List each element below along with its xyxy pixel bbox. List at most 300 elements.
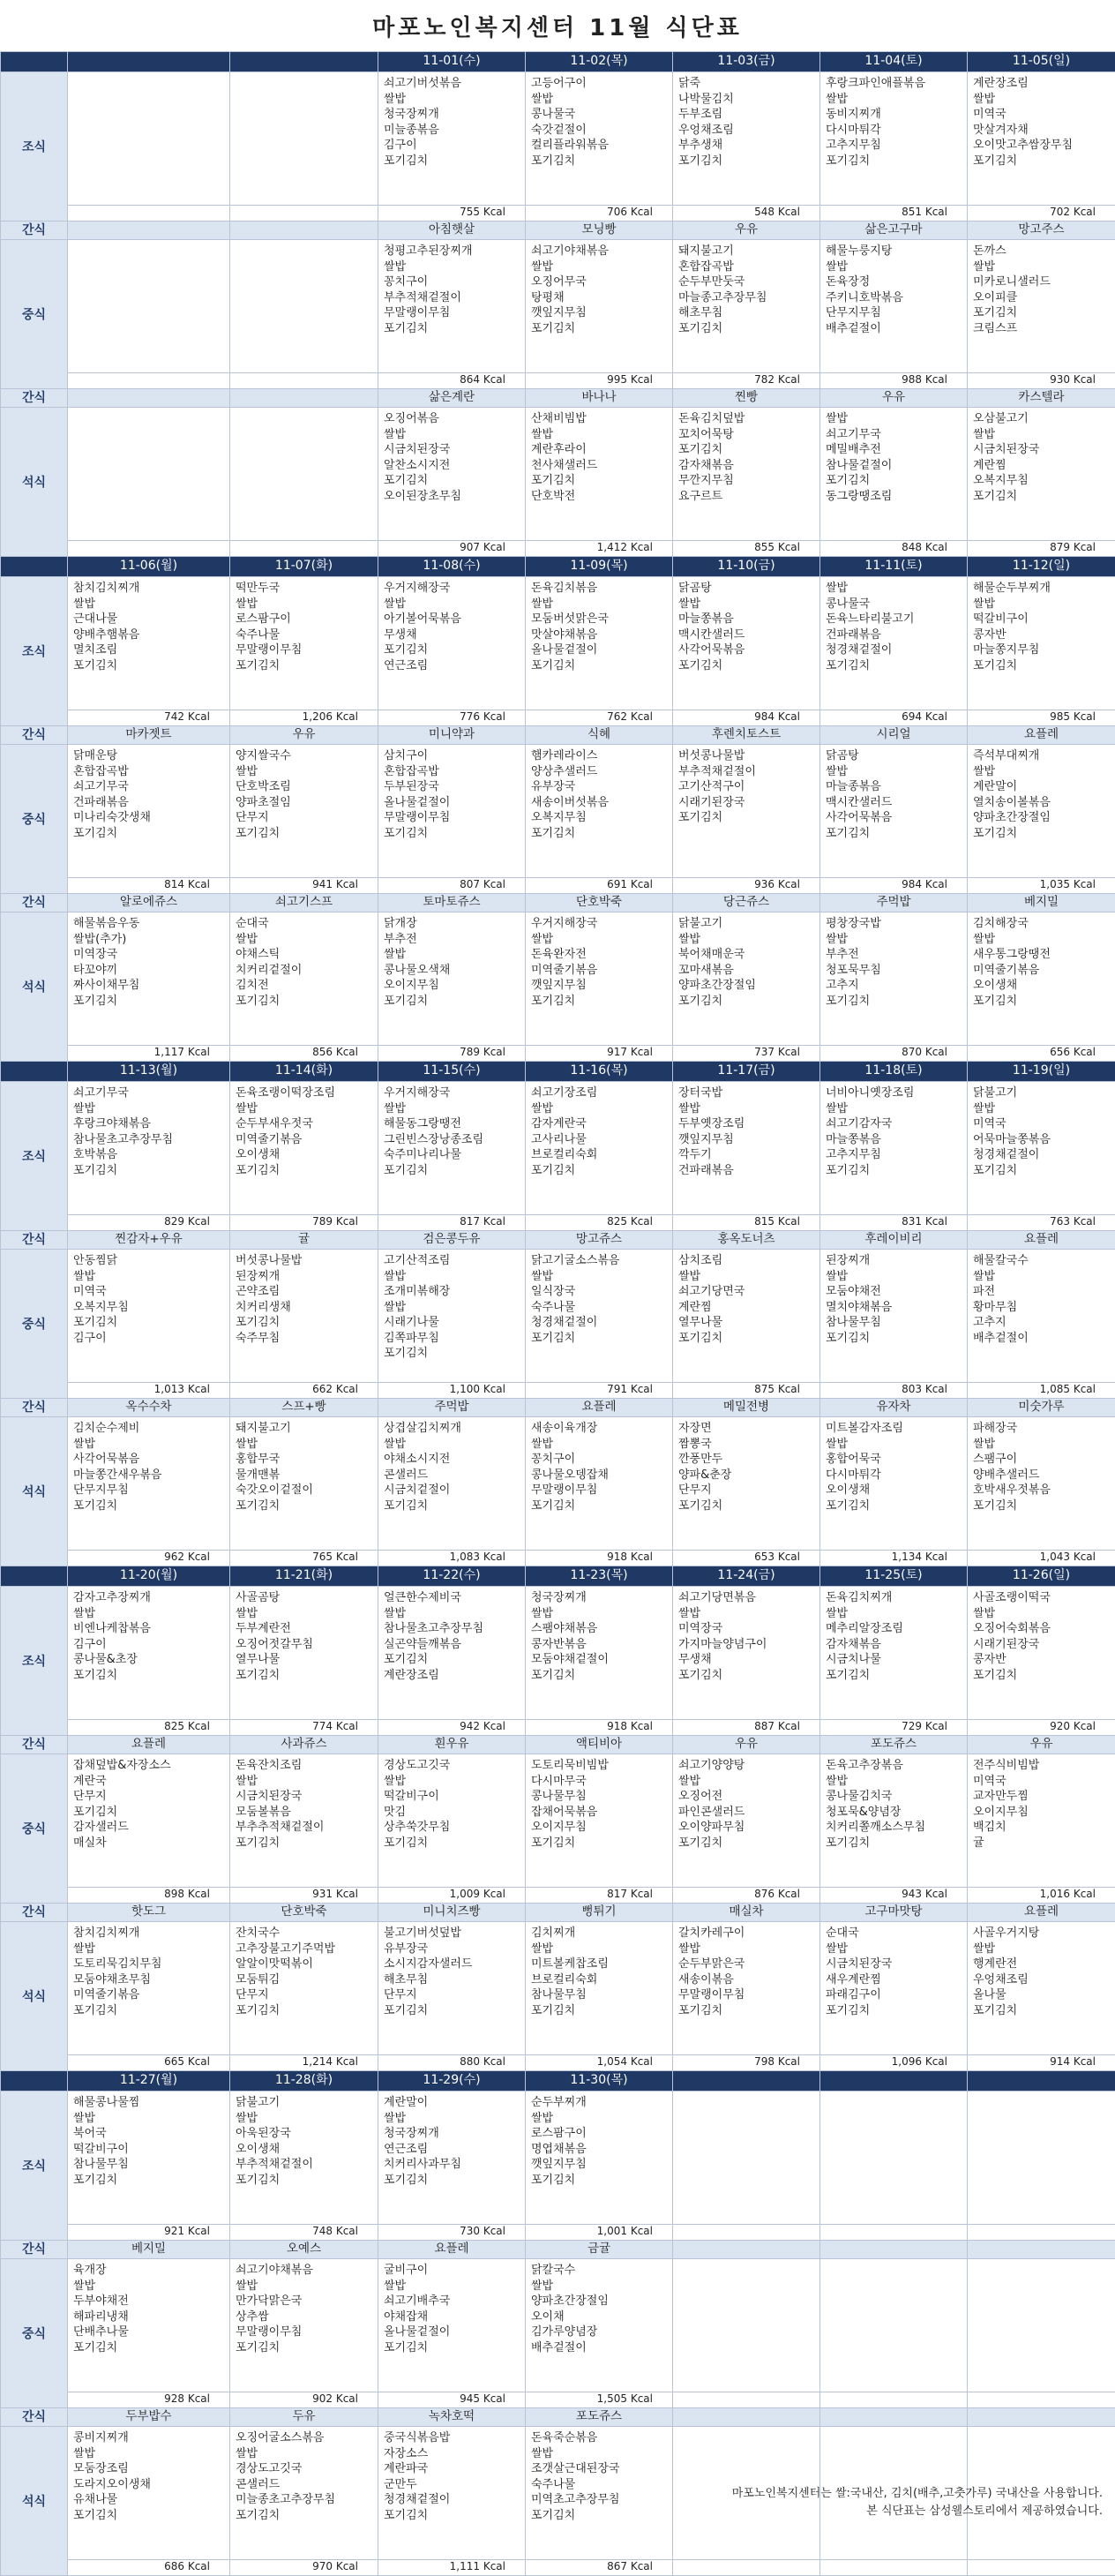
snack-item: 카스텔라 <box>968 389 1115 408</box>
kcal-value: 1,043 Kcal <box>968 1551 1115 1566</box>
breakfast-menu-cell: 쇠고기버섯볶음 쌀밥 청국장찌개 미늘종볶음 김구이 포기김치 <box>378 72 526 206</box>
snack-item: 핫도그 <box>68 1904 230 1922</box>
dinner-kcal-row <box>1 1551 1115 1566</box>
kcal-value: 930 Kcal <box>968 373 1115 389</box>
kcal-value: 829 Kcal <box>68 1215 230 1231</box>
kcal-value <box>673 2225 820 2241</box>
dinner-row <box>1 912 1115 1046</box>
lunch-row <box>1 745 1115 878</box>
dinner-menu-cell: 오삼불고기 쌀밥 시금치된장국 계란찜 오복지무침 포기김치 <box>968 408 1115 541</box>
dinner-label: 석식 <box>1 912 68 1062</box>
kcal-value: 1,117 Kcal <box>68 1046 230 1062</box>
date-header: 11-25(토) <box>820 1566 968 1587</box>
breakfast-menu-cell: 떡만두국 쌀밥 로스팜구이 숙주나물 무말랭이무침 포기김치 <box>230 577 378 710</box>
snack-item: 요플레 <box>526 1399 673 1417</box>
date-header: 11-05(일) <box>968 52 1115 72</box>
lunch-menu-cell: 버섯콩나물밥 된장찌개 곤약조림 치커리생채 포기김치 숙주무침 <box>230 1250 378 1383</box>
snack-item: 메밀전병 <box>673 1399 820 1417</box>
snack-item: 삶은고구마 <box>820 222 968 240</box>
kcal-value <box>68 373 230 389</box>
kcal-value: 798 Kcal <box>673 2055 820 2071</box>
date-header: 11-06(월) <box>68 557 230 577</box>
breakfast-label: 조식 <box>1 2092 68 2241</box>
snack-item: 요플레 <box>68 1736 230 1754</box>
lunch-menu-cell: 즉석부대찌개 쌀밥 계란말이 열치송이볼볶음 양파초간장절임 포기김치 <box>968 745 1115 878</box>
breakfast-menu-cell: 고등어구이 쌀밥 콩나물국 숙갓겉절이 컬리플라워볶음 포기김치 <box>526 72 673 206</box>
lunch-kcal-row <box>1 1888 1115 1904</box>
date-header: 11-24(금) <box>673 1566 820 1587</box>
dinner-menu-cell: 닭불고기 쌀밥 북어채매운국 꼬마새볶음 양파초간장절임 포기김치 <box>673 912 820 1046</box>
kcal-value: 691 Kcal <box>526 878 673 894</box>
kcal-value: 1,054 Kcal <box>526 2055 673 2071</box>
week-date-row <box>1 1566 1115 1587</box>
lunch-menu-cell <box>820 2259 968 2392</box>
week-date-row <box>1 1062 1115 1082</box>
date-header: 11-30(목) <box>526 2071 673 2092</box>
lunch-menu-cell <box>968 2259 1115 2392</box>
dinner-label: 석식 <box>1 1922 68 2071</box>
kcal-value: 898 Kcal <box>68 1888 230 1904</box>
kcal-value: 762 Kcal <box>526 710 673 726</box>
lunch-menu-cell <box>673 2259 820 2392</box>
lunch-menu-cell: 돈육잔치조림 쌀밥 시금치된장국 모둠볼볶음 부추추적채겉절이 포기김치 <box>230 1754 378 1888</box>
breakfast-menu-cell: 쇠고기당면볶음 쌀밥 미역장국 가지마늘양념구이 무생채 포기김치 <box>673 1587 820 1720</box>
kcal-value: 876 Kcal <box>673 1888 820 1904</box>
date-header <box>968 2071 1115 2092</box>
snack-label: 간식 <box>1 2408 68 2427</box>
breakfast-menu-cell: 닭불고기 쌀밥 미역국 어묵마늘쫑볶음 청경채겉절이 포기김치 <box>968 1082 1115 1215</box>
lunch-menu-cell: 삼치구이 혼합잡곡밥 두부된장국 올나물겉절이 무말랭이무침 포기김치 <box>378 745 526 878</box>
breakfast-menu-cell <box>230 72 378 206</box>
breakfast-menu-cell: 계란말이 쌀밥 청국장찌개 연근조림 치커리사과무침 포기김치 <box>378 2092 526 2225</box>
kcal-value: 1,206 Kcal <box>230 710 378 726</box>
lunch-menu-cell: 해물누룽지탕 쌀밥 돈육장정 주키니호박볶음 단무지무침 배추겉절이 <box>820 240 968 373</box>
snack-item: 삶은계란 <box>378 389 526 408</box>
dinner-menu-cell: 새송이육개장 쌀밥 꽁치구이 콩나물오뎅잡채 무말랭이무침 포기김치 <box>526 1417 673 1551</box>
breakfast-menu-cell: 닭불고기 쌀밥 아욱된장국 오이생채 부추적채겉절이 포기김치 <box>230 2092 378 2225</box>
snack-item: 식혜 <box>526 726 673 745</box>
breakfast-menu-cell <box>68 72 230 206</box>
snack-label: 간식 <box>1 894 68 912</box>
snack-item: 베지밀 <box>968 894 1115 912</box>
snack-item <box>230 222 378 240</box>
lunch-menu-cell: 육개장 쌀밥 두부야채전 해파리냉채 단배추나물 포기김치 <box>68 2259 230 2392</box>
dinner-menu-cell <box>68 408 230 541</box>
snack-item: 망고주스 <box>968 222 1115 240</box>
breakfast-kcal-row <box>1 1720 1115 1736</box>
lunch-menu-cell <box>230 240 378 373</box>
kcal-value: 942 Kcal <box>378 1720 526 1736</box>
kcal-value: 928 Kcal <box>68 2392 230 2408</box>
dinner-menu-cell: 우거지해장국 쌀밥 돈육완자전 미역줄기볶음 깻잎지무침 포기김치 <box>526 912 673 1046</box>
lunch-label: 중식 <box>1 240 68 389</box>
week-date-row <box>1 52 1115 72</box>
lunch-kcal-row <box>1 878 1115 894</box>
lunch-kcal-row <box>1 1383 1115 1399</box>
snack-item: 우유 <box>820 389 968 408</box>
snack-item: 단호박죽 <box>526 894 673 912</box>
snack-item: 후렌치토스트 <box>673 726 820 745</box>
breakfast-menu-cell: 해물순두부찌개 쌀밥 떡갈비구이 콩자반 마늘쫑지무침 포기김치 <box>968 577 1115 710</box>
kcal-value: 814 Kcal <box>68 878 230 894</box>
snack-item <box>230 389 378 408</box>
lunch-menu-cell: 닭칼국수 쌀밥 양파초간장절임 오이채 김가루양념장 배추겉절이 <box>526 2259 673 2392</box>
kcal-value: 1,013 Kcal <box>68 1383 230 1399</box>
breakfast-menu-cell <box>968 2092 1115 2225</box>
breakfast-menu-cell: 감자고추장찌개 쌀밥 비엔나케찹볶음 김구이 콩나물&초장 포기김치 <box>68 1587 230 1720</box>
kcal-value <box>820 2225 968 2241</box>
kcal-value: 763 Kcal <box>968 1215 1115 1231</box>
dinner-menu-cell: 파해장국 쌀밥 스팸구이 양배추샐러드 호박새우젓볶음 포기김치 <box>968 1417 1115 1551</box>
snack-label: 간식 <box>1 389 68 408</box>
snack-item: 우유 <box>968 1736 1115 1754</box>
date-header: 11-28(화) <box>230 2071 378 2092</box>
snack-row <box>1 726 1115 745</box>
dinner-menu-cell: 잔치국수 고추장불고기주먹밥 알알이맛떡볶이 모둠튀김 단무지 포기김치 <box>230 1922 378 2055</box>
breakfast-label: 조식 <box>1 577 68 726</box>
kcal-value <box>968 2225 1115 2241</box>
kcal-value: 803 Kcal <box>820 1383 968 1399</box>
dinner-menu-cell: 불고기버섯덮밥 유부장국 소시지감자샐러드 해초무침 단무지 포기김치 <box>378 1922 526 2055</box>
snack-item: 홍옥도너츠 <box>673 1231 820 1250</box>
kcal-value: 936 Kcal <box>673 878 820 894</box>
kcal-value: 920 Kcal <box>968 1720 1115 1736</box>
snack-item: 금귤 <box>526 2241 673 2259</box>
breakfast-menu-cell: 닭곰탕 쌀밥 마늘쫑볶음 맥시칸샐러드 사각어묵볶음 포기김치 <box>673 577 820 710</box>
breakfast-kcal-row <box>1 1215 1115 1231</box>
snack-item: 주먹밥 <box>378 1399 526 1417</box>
dinner-kcal-row <box>1 1046 1115 1062</box>
snack-item: 매실차 <box>673 1904 820 1922</box>
kcal-value <box>230 206 378 222</box>
snack-row <box>1 1399 1115 1417</box>
snack-row <box>1 2241 1115 2259</box>
lunch-row <box>1 1754 1115 1888</box>
snack-item: 두유 <box>230 2408 378 2427</box>
kcal-value: 742 Kcal <box>68 710 230 726</box>
snack-label: 간식 <box>1 2241 68 2259</box>
breakfast-label: 조식 <box>1 1082 68 1231</box>
snack-item <box>968 2408 1115 2427</box>
kcal-value: 825 Kcal <box>68 1720 230 1736</box>
dinner-kcal-row <box>1 541 1115 557</box>
dinner-label: 석식 <box>1 1417 68 1566</box>
kcal-value: 1,100 Kcal <box>378 1383 526 1399</box>
snack-item <box>820 2241 968 2259</box>
breakfast-menu-cell: 사골조랭이떡국 쌀밥 오징어숙회볶음 시래기된장국 콩자반 포기김치 <box>968 1587 1115 1720</box>
dinner-menu-cell: 돼지불고기 쌀밥 홍합무국 물개맨볶 숙갓오이겉절이 포기김치 <box>230 1417 378 1551</box>
lunch-menu-cell: 된장찌개 쌀밥 모둠야채전 멸치야채볶음 참나물무침 포기김치 <box>820 1250 968 1383</box>
lunch-menu-cell: 양지쌀국수 쌀밥 단호박조림 양파초절임 단무지 포기김치 <box>230 745 378 878</box>
corner-cell <box>1 557 68 577</box>
kcal-value: 817 Kcal <box>378 1215 526 1231</box>
kcal-value: 962 Kcal <box>68 1551 230 1566</box>
kcal-value: 776 Kcal <box>378 710 526 726</box>
week-date-row <box>1 2071 1115 2092</box>
date-header: 11-01(수) <box>378 52 526 72</box>
snack-item <box>968 2241 1115 2259</box>
breakfast-menu-cell <box>820 2092 968 2225</box>
kcal-value: 855 Kcal <box>673 541 820 557</box>
kcal-value: 1,111 Kcal <box>378 2560 526 2576</box>
breakfast-menu-cell: 우거지해장국 쌀밥 아기볼어묵볶음 무생채 포기김치 연근조림 <box>378 577 526 710</box>
kcal-value: 879 Kcal <box>968 541 1115 557</box>
kcal-value: 984 Kcal <box>820 878 968 894</box>
lunch-menu-cell: 청평고추된장찌개 쌀밥 꽁치구이 부추적채겉절이 무말랭이무침 포기김치 <box>378 240 526 373</box>
date-header: 11-13(월) <box>68 1062 230 1082</box>
kcal-value <box>968 2392 1115 2408</box>
lunch-menu-cell: 고기산적조림 쌀밥 조개미볶해장 쌀밥 시래기나물 김쪽파무침 포기김치 <box>378 1250 526 1383</box>
breakfast-label: 조식 <box>1 72 68 222</box>
kcal-value: 875 Kcal <box>673 1383 820 1399</box>
dinner-menu-cell: 산채비빔밥 쌀밥 계란후라이 천사채샐러드 포기김치 단호박전 <box>526 408 673 541</box>
kcal-value: 729 Kcal <box>820 1720 968 1736</box>
corner-cell <box>1 1566 68 1587</box>
page-title: 마포노인복지센터 11월 식단표 <box>0 0 1115 51</box>
breakfast-kcal-row <box>1 206 1115 222</box>
kcal-value: 985 Kcal <box>968 710 1115 726</box>
kcal-value: 765 Kcal <box>230 1551 378 1566</box>
snack-item: 시리얼 <box>820 726 968 745</box>
breakfast-menu-cell: 장터국밥 쌀밥 두부옛장조림 깻잎지무침 깍두기 건파래볶음 <box>673 1082 820 1215</box>
kcal-value: 1,134 Kcal <box>820 1551 968 1566</box>
snack-item: 흰우유 <box>378 1736 526 1754</box>
lunch-menu-cell: 돼지불고기 혼합잡곡밥 순두부만둣국 마늘종고추장무침 해초무침 포기김치 <box>673 240 820 373</box>
kcal-value <box>820 2392 968 2408</box>
snack-row <box>1 2408 1115 2427</box>
kcal-value: 848 Kcal <box>820 541 968 557</box>
snack-item <box>68 389 230 408</box>
kcal-value: 831 Kcal <box>820 1215 968 1231</box>
lunch-label: 중식 <box>1 745 68 894</box>
dinner-kcal-row <box>1 2560 1115 2576</box>
snack-item: 요플레 <box>968 1904 1115 1922</box>
snack-item: 바나나 <box>526 389 673 408</box>
kcal-value: 817 Kcal <box>526 1888 673 1904</box>
dinner-menu-cell: 오징어볶음 쌀밥 시금치된장국 알찬소시지전 포기김치 오이된장초무침 <box>378 408 526 541</box>
corner-cell <box>1 1062 68 1082</box>
snack-item: 미니치즈빵 <box>378 1904 526 1922</box>
lunch-menu-cell: 전주식비빔밥 미역국 교자만두찜 오이지무침 백김치 귤 <box>968 1754 1115 1888</box>
lunch-menu-cell: 삼치조림 쌀밥 쇠고기당면국 계란찜 열무나물 포기김치 <box>673 1250 820 1383</box>
kcal-value: 653 Kcal <box>673 1551 820 1566</box>
date-header: 11-02(목) <box>526 52 673 72</box>
breakfast-menu-cell: 쇠고기장조림 쌀밥 감자계란국 고사리나물 브로컬리숙회 포기김치 <box>526 1082 673 1215</box>
snack-item: 사과쥬스 <box>230 1736 378 1754</box>
snack-item: 단호박죽 <box>230 1904 378 1922</box>
lunch-row <box>1 240 1115 373</box>
breakfast-menu-cell: 너비아니옛장조림 쌀밥 쇠고기감자국 마늘쫑볶음 고추지무침 포기김치 <box>820 1082 968 1215</box>
kcal-value: 815 Kcal <box>673 1215 820 1231</box>
snack-item: 스프+빵 <box>230 1399 378 1417</box>
lunch-menu-cell: 경상도고깃국 쌀밥 떡갈비구이 맛김 상추쑥갓무침 포기김치 <box>378 1754 526 1888</box>
kcal-value: 902 Kcal <box>230 2392 378 2408</box>
lunch-menu-cell: 닭매운탕 혼합잡곡밥 쇠고기무국 건파래볶음 미나리숙갓생채 포기김치 <box>68 745 230 878</box>
kcal-value <box>968 2560 1115 2576</box>
kcal-value: 782 Kcal <box>673 373 820 389</box>
kcal-value: 914 Kcal <box>968 2055 1115 2071</box>
breakfast-menu-cell: 쌀밥 콩나물국 돈육느타리불고기 건파래볶음 청경채겉절이 포기김치 <box>820 577 968 710</box>
snack-item: 당근쥬스 <box>673 894 820 912</box>
dinner-menu-cell: 참치김치찌개 쌀밥 도토리묵김치무침 모둠야채초무침 미역줄기볶음 포기김치 <box>68 1922 230 2055</box>
kcal-value: 917 Kcal <box>526 1046 673 1062</box>
lunch-menu-cell: 쇠고기야채볶음 쌀밥 오징어무국 탕평채 깻잎지무침 포기김치 <box>526 240 673 373</box>
dinner-menu-cell: 김치해장국 쌀밥 새우통그랑땡전 미역줄기볶음 오이생채 포기김치 <box>968 912 1115 1046</box>
snack-item: 검은콩두유 <box>378 1231 526 1250</box>
dinner-menu-cell: 상겹살김치찌개 쌀밥 야채소시지전 콘샐러드 시금치겉절이 포기김치 <box>378 1417 526 1551</box>
dinner-menu-cell <box>230 408 378 541</box>
breakfast-kcal-row <box>1 2225 1115 2241</box>
snack-row <box>1 222 1115 240</box>
date-header: 11-18(토) <box>820 1062 968 1082</box>
breakfast-row <box>1 1587 1115 1720</box>
kcal-value: 970 Kcal <box>230 2560 378 2576</box>
lunch-menu-cell: 돈육고추장볶음 쌀밥 콩나물김치국 청포묵&양념장 치커리쫄깨소스무침 포기김치 <box>820 1754 968 1888</box>
date-header: 11-12(일) <box>968 557 1115 577</box>
snack-item: 옥수수차 <box>68 1399 230 1417</box>
lunch-label: 중식 <box>1 1754 68 1904</box>
kcal-value: 984 Kcal <box>673 710 820 726</box>
lunch-menu-cell: 버섯콩나물밥 부추적채겉절이 고기산적구이 시래기된장국 포기김치 <box>673 745 820 878</box>
snack-item: 액티비아 <box>526 1736 673 1754</box>
week-date-row <box>1 557 1115 577</box>
kcal-value: 548 Kcal <box>673 206 820 222</box>
breakfast-menu-cell <box>673 2092 820 2225</box>
lunch-row <box>1 2259 1115 2392</box>
kcal-value: 755 Kcal <box>378 206 526 222</box>
snack-item: 요플레 <box>968 726 1115 745</box>
kcal-value <box>673 2392 820 2408</box>
kcal-value: 943 Kcal <box>820 1888 968 1904</box>
dinner-menu-cell: 돈육죽순볶음 쌀밥 조갯살근대된장국 숙주나물 미역초고추장무침 포기김치 <box>526 2427 673 2560</box>
lunch-menu-cell: 쇠고기야채볶음 쌀밥 만가닥맑은국 상추쌈 무말랭이무침 포기김치 <box>230 2259 378 2392</box>
lunch-menu-cell: 도토리묵비빔밥 다시마무국 콩나물무침 잡채어묵볶음 오이지무침 포기김치 <box>526 1754 673 1888</box>
snack-item: 찐빵 <box>673 389 820 408</box>
date-header: 11-10(금) <box>673 557 820 577</box>
snack-item: 모닝빵 <box>526 222 673 240</box>
snack-label: 간식 <box>1 1399 68 1417</box>
snack-item: 토마토쥬스 <box>378 894 526 912</box>
snack-item: 아침햇살 <box>378 222 526 240</box>
kcal-value: 1,085 Kcal <box>968 1383 1115 1399</box>
kcal-value: 825 Kcal <box>526 1215 673 1231</box>
kcal-value: 918 Kcal <box>526 1551 673 1566</box>
dinner-row <box>1 1922 1115 2055</box>
breakfast-menu-cell: 후랑크파인애플볶음 쌀밥 동비지찌개 다시마튀각 고추지무침 포기김치 <box>820 72 968 206</box>
breakfast-row <box>1 1082 1115 1215</box>
kcal-value <box>230 373 378 389</box>
lunch-label: 중식 <box>1 1250 68 1399</box>
kcal-value <box>68 206 230 222</box>
kcal-value: 867 Kcal <box>526 2560 673 2576</box>
breakfast-row <box>1 2092 1115 2225</box>
kcal-value <box>820 2560 968 2576</box>
breakfast-menu-cell: 참치김치찌개 쌀밥 근대나물 양배추햄볶음 멸치조림 포기김치 <box>68 577 230 710</box>
kcal-value: 880 Kcal <box>378 2055 526 2071</box>
dinner-menu-cell: 자장면 짬뽕국 깐풍만두 양파&춘장 단무지 포기김치 <box>673 1417 820 1551</box>
kcal-value: 748 Kcal <box>230 2225 378 2241</box>
snack-item: 찐감자+우유 <box>68 1231 230 1250</box>
dinner-menu-cell: 순대국 쌀밥 야채스틱 치커리겉절이 김치전 포기김치 <box>230 912 378 1046</box>
lunch-kcal-row <box>1 2392 1115 2408</box>
footer-provider-note: 본 식단표는 삼성웰스토리에서 제공하였습니다. <box>309 2503 1103 2520</box>
snack-row <box>1 1736 1115 1754</box>
lunch-menu-cell <box>68 240 230 373</box>
kcal-value: 774 Kcal <box>230 1720 378 1736</box>
kcal-value: 807 Kcal <box>378 878 526 894</box>
date-header <box>673 2071 820 2092</box>
dinner-menu-cell: 쌀밥 쇠고기무국 메밀배추전 참나물겉절이 포기김치 동그랑땡조림 <box>820 408 968 541</box>
kcal-value <box>68 541 230 557</box>
date-header: 11-03(금) <box>673 52 820 72</box>
lunch-menu-cell: 안동찜닭 쌀밥 미역국 오복지무침 포기김치 김구이 <box>68 1250 230 1383</box>
kcal-value: 686 Kcal <box>68 2560 230 2576</box>
kcal-value: 941 Kcal <box>230 878 378 894</box>
dinner-menu-cell: 평창장국밥 쌀밥 부추전 청포묵무침 고추지 포기김치 <box>820 912 968 1046</box>
date-header: 11-07(화) <box>230 557 378 577</box>
kcal-value: 789 Kcal <box>230 1215 378 1231</box>
snack-label: 간식 <box>1 726 68 745</box>
corner-cell <box>1 2071 68 2092</box>
kcal-value: 918 Kcal <box>526 1720 673 1736</box>
date-header: 11-14(화) <box>230 1062 378 1082</box>
snack-item: 고구마맛탕 <box>820 1904 968 1922</box>
breakfast-label: 조식 <box>1 1587 68 1736</box>
lunch-menu-cell: 닭곰탕 쌀밥 마늘종볶음 맥시칸샐러드 사각어묵볶음 포기김치 <box>820 745 968 878</box>
kcal-value: 864 Kcal <box>378 373 526 389</box>
kcal-value: 887 Kcal <box>673 1720 820 1736</box>
snack-label: 간식 <box>1 222 68 240</box>
snack-item <box>673 2241 820 2259</box>
kcal-value: 656 Kcal <box>968 1046 1115 1062</box>
snack-row <box>1 894 1115 912</box>
date-header: 11-23(목) <box>526 1566 673 1587</box>
breakfast-menu-cell: 돈육조랭이떡장조림 쌀밥 순두부새우젓국 미역줄기볶음 오이생채 포기김치 <box>230 1082 378 1215</box>
kcal-value: 662 Kcal <box>230 1383 378 1399</box>
kcal-value: 791 Kcal <box>526 1383 673 1399</box>
date-header <box>820 2071 968 2092</box>
breakfast-menu-cell: 돈육김치볶음 쌀밥 모둠버섯맑은국 맛살야채볶음 올나물겉절이 포기김치 <box>526 577 673 710</box>
footer-origin-note: 마포노인복지센터는 쌀:국내산, 김치(배추,고춧가루) 국내산을 사용합니다. <box>309 2485 1103 2503</box>
snack-row <box>1 1231 1115 1250</box>
breakfast-menu-cell: 순두부찌개 쌀밥 로스팜구이 명엽채볶음 깻잎지무침 포기김치 <box>526 2092 673 2225</box>
snack-item: 미니약과 <box>378 726 526 745</box>
lunch-menu-cell: 해물칼국수 쌀밥 파전 황마무침 고추지 배추겉절이 <box>968 1250 1115 1383</box>
snack-item: 우유 <box>230 726 378 745</box>
kcal-value: 694 Kcal <box>820 710 968 726</box>
kcal-value: 1,214 Kcal <box>230 2055 378 2071</box>
date-header: 11-21(화) <box>230 1566 378 1587</box>
snack-item <box>820 2408 968 2427</box>
date-header: 11-22(수) <box>378 1566 526 1587</box>
dinner-kcal-row <box>1 2055 1115 2071</box>
snack-item: 뻥튀기 <box>526 1904 673 1922</box>
date-header: 11-19(일) <box>968 1062 1115 1082</box>
lunch-kcal-row <box>1 373 1115 389</box>
dinner-row <box>1 1417 1115 1551</box>
breakfast-menu-cell: 돈육김치찌개 쌀밥 메추리알장조림 감자채볶음 시금치나물 포기김치 <box>820 1587 968 1720</box>
kcal-value: 1,096 Kcal <box>820 2055 968 2071</box>
date-header <box>68 52 230 72</box>
kcal-value: 988 Kcal <box>820 373 968 389</box>
lunch-row <box>1 1250 1115 1383</box>
kcal-value: 945 Kcal <box>378 2392 526 2408</box>
dinner-menu-cell: 갈치카레구이 쌀밥 순두부맑은국 새송이볶음 무말랭이무침 포기김치 <box>673 1922 820 2055</box>
snack-row <box>1 1904 1115 1922</box>
lunch-menu-cell: 돈까스 쌀밥 미카로니샐러드 오이피클 포기김치 크림스프 <box>968 240 1115 373</box>
kcal-value <box>673 2560 820 2576</box>
kcal-value: 789 Kcal <box>378 1046 526 1062</box>
